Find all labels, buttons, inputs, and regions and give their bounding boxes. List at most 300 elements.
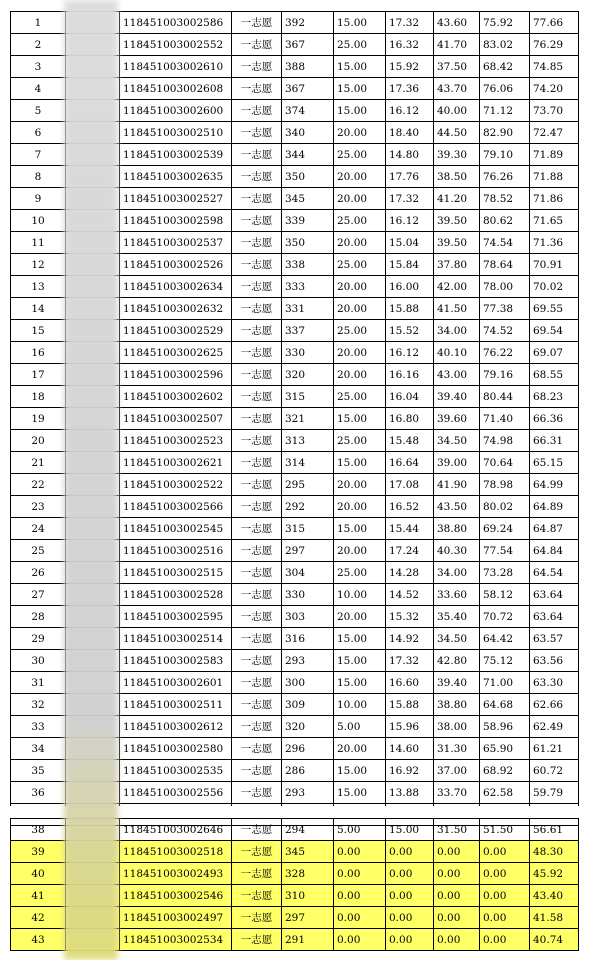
table-cell: 17.32 — [386, 188, 434, 210]
table-cell: 118451003002518 — [120, 841, 232, 863]
table-cell: 69.24 — [480, 518, 530, 540]
table-cell: 一志愿 — [232, 188, 282, 210]
table-cell: 118451003002523 — [120, 430, 232, 452]
table-cell: 一志愿 — [232, 12, 282, 34]
table-cell: 58.12 — [480, 584, 530, 606]
table-cell: 118451003002583 — [120, 650, 232, 672]
table-cell: 一志愿 — [232, 518, 282, 540]
table-cell: 71.40 — [480, 408, 530, 430]
table-cell: 26 — [11, 562, 66, 584]
table-cell: 309 — [282, 694, 334, 716]
table-cell: 一志愿 — [232, 606, 282, 628]
table-cell: 31.50 — [434, 819, 480, 841]
table-cell: 118451003002602 — [120, 386, 232, 408]
table-cell: 0.00 — [480, 929, 530, 951]
table-cell: 13.88 — [386, 782, 434, 804]
table-cell: 6 — [11, 122, 66, 144]
table-cell: 303 — [282, 606, 334, 628]
table-cell: 一志愿 — [232, 386, 282, 408]
table-cell: 34.00 — [434, 562, 480, 584]
table-cell: 118451003002601 — [120, 672, 232, 694]
table-cell: 40 — [11, 863, 66, 885]
table-cell: 30 — [11, 650, 66, 672]
table-cell: 0.00 — [334, 885, 386, 907]
table-cell: 16.16 — [386, 364, 434, 386]
table-cell: 一志愿 — [232, 430, 282, 452]
table-cell: 64.84 — [530, 540, 579, 562]
table-cell: 69.55 — [530, 298, 579, 320]
table-cell: 一志愿 — [232, 144, 282, 166]
table-cell: 71.36 — [530, 232, 579, 254]
table-cell: 118451003002545 — [120, 518, 232, 540]
table-cell: 39.40 — [434, 672, 480, 694]
table-cell: 2 — [11, 34, 66, 56]
table-cell: 一志愿 — [232, 760, 282, 782]
table-cell: 48.30 — [530, 841, 579, 863]
table-cell: 一志愿 — [232, 650, 282, 672]
table-cell: 80.62 — [480, 210, 530, 232]
table-cell: 118451003002527 — [120, 188, 232, 210]
table-cell: 293 — [282, 782, 334, 804]
table-cell: 330 — [282, 342, 334, 364]
table-cell: 78.00 — [480, 276, 530, 298]
table-cell: 392 — [282, 12, 334, 34]
table-cell: 23 — [11, 496, 66, 518]
table-cell: 15.00 — [334, 78, 386, 100]
table-cell: 12 — [11, 254, 66, 276]
table-cell: 36 — [11, 782, 66, 804]
table-cell: 14.60 — [386, 738, 434, 760]
table-cell: 15.00 — [334, 650, 386, 672]
table-cell: 345 — [282, 841, 334, 863]
table-cell: 15.32 — [386, 606, 434, 628]
table-cell: 118451003002635 — [120, 166, 232, 188]
table-cell: 15.00 — [334, 56, 386, 78]
table-cell: 333 — [282, 276, 334, 298]
table-cell: 25.00 — [334, 562, 386, 584]
table-cell: 一志愿 — [232, 716, 282, 738]
table-cell: 14.52 — [386, 584, 434, 606]
table-cell: 0.00 — [334, 907, 386, 929]
table-cell: 25.00 — [334, 254, 386, 276]
table-cell: 一志愿 — [232, 863, 282, 885]
table-cell: 1 — [11, 12, 66, 34]
table-cell: 68.42 — [480, 56, 530, 78]
table-cell: 31.30 — [434, 738, 480, 760]
table-cell: 118451003002580 — [120, 738, 232, 760]
table-cell: 16.12 — [386, 100, 434, 122]
table-cell: 20.00 — [334, 474, 386, 496]
table-cell: 0.00 — [334, 863, 386, 885]
table-cell: 一志愿 — [232, 298, 282, 320]
table-cell: 68.92 — [480, 760, 530, 782]
table-cell: 292 — [282, 496, 334, 518]
table-cell: 一志愿 — [232, 166, 282, 188]
table-cell: 32 — [11, 694, 66, 716]
table-cell: 20.00 — [334, 232, 386, 254]
table-cell: 62.58 — [480, 782, 530, 804]
table-cell: 15.00 — [334, 452, 386, 474]
table-cell: 74.98 — [480, 430, 530, 452]
table-cell: 15.84 — [386, 254, 434, 276]
table-cell: 75.92 — [480, 12, 530, 34]
table-cell: 118451003002507 — [120, 408, 232, 430]
table-cell: 118451003002621 — [120, 452, 232, 474]
table-cell: 一志愿 — [232, 122, 282, 144]
table-cell: 78.98 — [480, 474, 530, 496]
table-cell: 118451003002511 — [120, 694, 232, 716]
table-cell: 5 — [11, 100, 66, 122]
table-cell: 25.00 — [334, 34, 386, 56]
redacted-name-column — [64, 0, 118, 960]
table-cell: 70.64 — [480, 452, 530, 474]
table-cell: 一志愿 — [232, 342, 282, 364]
table-cell: 78.64 — [480, 254, 530, 276]
table-cell: 78.52 — [480, 188, 530, 210]
table-cell: 15.52 — [386, 320, 434, 342]
table-cell: 34.00 — [434, 320, 480, 342]
table-cell: 41.58 — [530, 907, 579, 929]
table-cell: 118451003002537 — [120, 232, 232, 254]
table-cell: 66.36 — [530, 408, 579, 430]
table-cell: 76.06 — [480, 78, 530, 100]
table-cell: 24 — [11, 518, 66, 540]
table-cell: 0.00 — [434, 907, 480, 929]
table-cell: 56.61 — [530, 819, 579, 841]
table-cell: 118451003002529 — [120, 320, 232, 342]
table-cell: 一志愿 — [232, 254, 282, 276]
table-cell: 39.50 — [434, 210, 480, 232]
table-cell: 34.50 — [434, 628, 480, 650]
table-cell: 15.44 — [386, 518, 434, 540]
table-cell: 20.00 — [334, 188, 386, 210]
table-cell: 25 — [11, 540, 66, 562]
table-cell: 118451003002534 — [120, 929, 232, 951]
table-cell: 38.00 — [434, 716, 480, 738]
table-cell: 一志愿 — [232, 540, 282, 562]
table-cell: 118451003002515 — [120, 562, 232, 584]
table-cell: 一志愿 — [232, 56, 282, 78]
table-cell: 65.90 — [480, 738, 530, 760]
table-cell: 5.00 — [334, 716, 386, 738]
table-cell: 39.00 — [434, 452, 480, 474]
table-cell: 17 — [11, 364, 66, 386]
table-cell: 一志愿 — [232, 100, 282, 122]
table-cell: 10.00 — [334, 584, 386, 606]
table-cell: 76.22 — [480, 342, 530, 364]
table-cell: 一志愿 — [232, 210, 282, 232]
table-cell: 367 — [282, 78, 334, 100]
table-cell: 118451003002526 — [120, 254, 232, 276]
table-cell: 38.80 — [434, 694, 480, 716]
table-cell: 14.28 — [386, 562, 434, 584]
table-cell: 74.20 — [530, 78, 579, 100]
table-cell: 40.00 — [434, 100, 480, 122]
table-cell: 一志愿 — [232, 782, 282, 804]
table-cell: 25.00 — [334, 386, 386, 408]
table-cell: 118451003002514 — [120, 628, 232, 650]
table-cell: 77.66 — [530, 12, 579, 34]
table-cell: 43.00 — [434, 364, 480, 386]
table-cell: 313 — [282, 430, 334, 452]
table-cell: 73.28 — [480, 562, 530, 584]
table-cell: 79.10 — [480, 144, 530, 166]
table-cell: 15.00 — [334, 760, 386, 782]
table-cell: 15 — [11, 320, 66, 342]
table-cell: 19 — [11, 408, 66, 430]
table-cell: 339 — [282, 210, 334, 232]
table-cell: 4 — [11, 78, 66, 100]
table-cell: 42.00 — [434, 276, 480, 298]
table-cell: 0.00 — [434, 841, 480, 863]
table-cell: 388 — [282, 56, 334, 78]
table-cell: 75.12 — [480, 650, 530, 672]
table-cell: 18 — [11, 386, 66, 408]
table-cell: 15.04 — [386, 232, 434, 254]
table-cell: 297 — [282, 907, 334, 929]
table-cell: 291 — [282, 929, 334, 951]
table-cell: 68.55 — [530, 364, 579, 386]
table-cell: 118451003002552 — [120, 34, 232, 56]
table-cell: 20.00 — [334, 738, 386, 760]
table-cell: 35 — [11, 760, 66, 782]
table-cell: 20.00 — [334, 364, 386, 386]
table-cell: 118451003002612 — [120, 716, 232, 738]
table-cell: 294 — [282, 819, 334, 841]
table-cell: 25.00 — [334, 430, 386, 452]
table-cell: 74.54 — [480, 232, 530, 254]
table-cell: 64.89 — [530, 496, 579, 518]
table-cell: 118451003002586 — [120, 12, 232, 34]
table-cell: 一志愿 — [232, 562, 282, 584]
table-cell: 64.68 — [480, 694, 530, 716]
table-cell: 15.88 — [386, 298, 434, 320]
table-cell: 79.16 — [480, 364, 530, 386]
table-cell: 31 — [11, 672, 66, 694]
table-cell: 一志愿 — [232, 364, 282, 386]
table-cell: 15.00 — [334, 672, 386, 694]
table-cell: 一志愿 — [232, 819, 282, 841]
table-cell: 340 — [282, 122, 334, 144]
table-cell: 10 — [11, 210, 66, 232]
table-cell: 8 — [11, 166, 66, 188]
table-cell: 40.10 — [434, 342, 480, 364]
table-cell: 80.44 — [480, 386, 530, 408]
table-cell: 76.29 — [530, 34, 579, 56]
table-cell: 314 — [282, 452, 334, 474]
table-cell: 0.00 — [386, 863, 434, 885]
table-cell: 14.92 — [386, 628, 434, 650]
table-cell: 33 — [11, 716, 66, 738]
table-cell: 15.88 — [386, 694, 434, 716]
table-cell: 65.15 — [530, 452, 579, 474]
table-cell: 一志愿 — [232, 929, 282, 951]
table-cell: 10.00 — [334, 694, 386, 716]
table-cell: 一志愿 — [232, 841, 282, 863]
table-cell: 42.80 — [434, 650, 480, 672]
table-cell: 29 — [11, 628, 66, 650]
table-cell: 315 — [282, 518, 334, 540]
table-cell: 72.47 — [530, 122, 579, 144]
table-cell: 42 — [11, 907, 66, 929]
table-cell: 118451003002598 — [120, 210, 232, 232]
table-cell: 331 — [282, 298, 334, 320]
table-cell: 16.92 — [386, 760, 434, 782]
table-cell: 71.65 — [530, 210, 579, 232]
table-cell: 15.00 — [334, 782, 386, 804]
table-cell: 83.02 — [480, 34, 530, 56]
table-cell: 118451003002556 — [120, 782, 232, 804]
table-cell: 37.00 — [434, 760, 480, 782]
table-cell: 39 — [11, 841, 66, 863]
table-cell: 316 — [282, 628, 334, 650]
table-cell: 0.00 — [386, 841, 434, 863]
table-cell: 61.21 — [530, 738, 579, 760]
table-cell: 118451003002497 — [120, 907, 232, 929]
table-cell: 40.74 — [530, 929, 579, 951]
table-cell: 118451003002632 — [120, 298, 232, 320]
table-cell: 17.32 — [386, 650, 434, 672]
table-cell: 39.50 — [434, 232, 480, 254]
table-cell: 41.50 — [434, 298, 480, 320]
table-cell: 63.64 — [530, 584, 579, 606]
table-cell: 66.31 — [530, 430, 579, 452]
table-cell: 39.30 — [434, 144, 480, 166]
table-cell: 310 — [282, 885, 334, 907]
table-cell: 80.02 — [480, 496, 530, 518]
table-cell: 25.00 — [334, 320, 386, 342]
table-cell: 17.36 — [386, 78, 434, 100]
table-cell: 0.00 — [386, 885, 434, 907]
table-cell: 70.72 — [480, 606, 530, 628]
table-cell: 64.99 — [530, 474, 579, 496]
table-cell: 一志愿 — [232, 34, 282, 56]
table-cell: 16 — [11, 342, 66, 364]
table-cell: 118451003002493 — [120, 863, 232, 885]
table-cell: 45.92 — [530, 863, 579, 885]
table-cell: 33.60 — [434, 584, 480, 606]
table-cell: 350 — [282, 232, 334, 254]
table-cell: 一志愿 — [232, 694, 282, 716]
table-cell: 0.00 — [434, 885, 480, 907]
table-cell: 一志愿 — [232, 907, 282, 929]
table-cell: 15.00 — [334, 628, 386, 650]
table-cell: 118451003002625 — [120, 342, 232, 364]
table-cell: 20.00 — [334, 606, 386, 628]
table-cell: 7 — [11, 144, 66, 166]
table-cell: 17.32 — [386, 12, 434, 34]
table-cell: 118451003002528 — [120, 584, 232, 606]
table-cell: 296 — [282, 738, 334, 760]
table-cell: 16.04 — [386, 386, 434, 408]
table-cell: 73.70 — [530, 100, 579, 122]
table-cell: 一志愿 — [232, 474, 282, 496]
table-cell: 16.60 — [386, 672, 434, 694]
table-cell: 22 — [11, 474, 66, 496]
table-cell: 16.64 — [386, 452, 434, 474]
table-cell: 344 — [282, 144, 334, 166]
table-cell: 37.80 — [434, 254, 480, 276]
table-cell: 20.00 — [334, 298, 386, 320]
table-cell: 9 — [11, 188, 66, 210]
table-cell: 297 — [282, 540, 334, 562]
table-cell: 77.38 — [480, 298, 530, 320]
table-cell: 328 — [282, 863, 334, 885]
table-cell: 20.00 — [334, 166, 386, 188]
table-cell: 13 — [11, 276, 66, 298]
table-cell: 一志愿 — [232, 885, 282, 907]
table-cell: 一志愿 — [232, 320, 282, 342]
table-cell: 20.00 — [334, 342, 386, 364]
table-cell: 82.90 — [480, 122, 530, 144]
table-cell: 一志愿 — [232, 628, 282, 650]
table-cell: 304 — [282, 562, 334, 584]
table-cell: 15.00 — [334, 100, 386, 122]
table-cell: 286 — [282, 760, 334, 782]
table-cell: 0.00 — [334, 929, 386, 951]
table-cell: 5.00 — [334, 819, 386, 841]
table-cell: 0.00 — [480, 841, 530, 863]
table-cell: 71.00 — [480, 672, 530, 694]
table-cell: 118451003002510 — [120, 122, 232, 144]
table-cell: 293 — [282, 650, 334, 672]
table-cell: 43.60 — [434, 12, 480, 34]
table-cell: 41.20 — [434, 188, 480, 210]
table-cell: 41.70 — [434, 34, 480, 56]
table-cell: 34.50 — [434, 430, 480, 452]
table-cell: 118451003002546 — [120, 885, 232, 907]
table-cell: 118451003002634 — [120, 276, 232, 298]
table-cell: 0.00 — [334, 841, 386, 863]
table-cell: 118451003002566 — [120, 496, 232, 518]
table-cell: 0.00 — [434, 863, 480, 885]
table-cell: 43 — [11, 929, 66, 951]
table-cell: 63.57 — [530, 628, 579, 650]
table-cell: 71.88 — [530, 166, 579, 188]
table-cell: 118451003002646 — [120, 819, 232, 841]
table-cell: 15.00 — [334, 408, 386, 430]
table-cell: 118451003002595 — [120, 606, 232, 628]
table-cell: 74.85 — [530, 56, 579, 78]
table-cell: 一志愿 — [232, 78, 282, 100]
table-cell: 16.80 — [386, 408, 434, 430]
table-cell: 40.30 — [434, 540, 480, 562]
table-cell: 41.90 — [434, 474, 480, 496]
table-cell: 71.89 — [530, 144, 579, 166]
table-cell: 337 — [282, 320, 334, 342]
table-cell: 15.48 — [386, 430, 434, 452]
table-cell: 17.76 — [386, 166, 434, 188]
table-cell: 374 — [282, 100, 334, 122]
table-cell: 34 — [11, 738, 66, 760]
table-cell: 118451003002596 — [120, 364, 232, 386]
table-cell: 15.96 — [386, 716, 434, 738]
table-cell: 27 — [11, 584, 66, 606]
table-cell: 118451003002610 — [120, 56, 232, 78]
table-cell: 62.49 — [530, 716, 579, 738]
table-cell: 14 — [11, 298, 66, 320]
table-cell: 320 — [282, 364, 334, 386]
table-cell: 63.64 — [530, 606, 579, 628]
table-cell: 118451003002539 — [120, 144, 232, 166]
table-cell: 一志愿 — [232, 496, 282, 518]
table-cell: 58.96 — [480, 716, 530, 738]
table-cell: 39.60 — [434, 408, 480, 430]
table-cell: 118451003002516 — [120, 540, 232, 562]
table-cell: 51.50 — [480, 819, 530, 841]
table-cell: 3 — [11, 56, 66, 78]
table-cell: 一志愿 — [232, 738, 282, 760]
